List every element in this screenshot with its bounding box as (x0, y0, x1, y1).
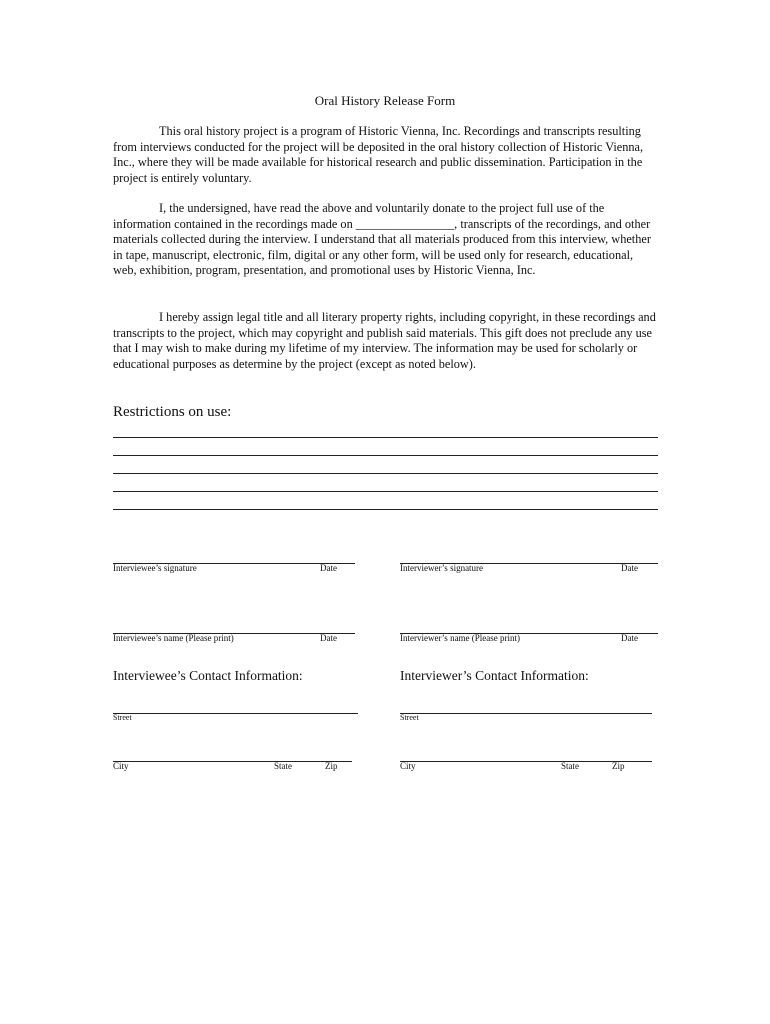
restriction-line-5[interactable] (113, 509, 658, 510)
restriction-line-2[interactable] (113, 455, 658, 456)
interviewer-zip-label: Zip (612, 761, 625, 771)
interviewee-name-date-label: Date (320, 633, 337, 643)
restriction-line-1[interactable] (113, 437, 658, 438)
interviewer-street-label: Street (400, 713, 419, 722)
interviewee-street-label: Street (113, 713, 132, 722)
interviewee-city-label: City (113, 761, 129, 771)
interviewer-signature-date-label: Date (621, 563, 638, 573)
restrictions-heading: Restrictions on use: (113, 404, 232, 420)
interviewer-signature-label: Interviewer’s signature (400, 563, 484, 573)
interviewee-signature-date-label: Date (320, 563, 337, 573)
intro-paragraph: This oral history project is a program of Historic Vienna, Inc. Recordings and transcripts resulting from interviews conducted for the project will be deposited in the oral history collection of Historic Vienna, Inc., where they will be made available for historical research and public dissemination. Participation in the project is entirely voluntary. (113, 124, 644, 185)
interviewee-signature-label: Interviewee’s signature (113, 563, 197, 573)
donation-paragraph: I, the undersigned, have read the above and voluntarily donate to the project full use of the information contained in the recordings made on ________________, transcripts of the recordings, and other materials collected during the interview. I understand that all materials produced from this interview, whether in tape, manuscript, electronic, film, digital or any other form, will be used only for research, educational, web, exhibition, program, presentation, and promotional uses by Historic Vienna, Inc. (113, 201, 651, 278)
interviewee-zip-label: Zip (325, 761, 338, 771)
interviewer-name-label: Interviewer’s name (Please print) (400, 633, 521, 643)
interviewer-city-label: City (400, 761, 416, 771)
form-title: Oral History Release Form (314, 93, 456, 108)
interviewee-contact-heading: Interviewee’s Contact Information: (113, 668, 303, 683)
restriction-line-3[interactable] (113, 473, 658, 474)
interviewee-street-line[interactable] (113, 713, 358, 714)
interviewer-street-line[interactable] (400, 713, 652, 714)
interviewer-name-date-label: Date (621, 633, 638, 643)
interviewer-state-label: State (561, 761, 579, 771)
restriction-line-4[interactable] (113, 491, 658, 492)
rights-paragraph: I hereby assign legal title and all literary property rights, including copyright, in these recordings and transcripts to the project, which may copyright and publish said materials. This gift does not preclude any use that I may wish to make during my lifetime of my interview. The information may be used for scholarly or educational purposes as determine by the project (except as noted below). (113, 310, 656, 371)
interviewee-name-label: Interviewee’s name (Please print) (113, 633, 234, 643)
interviewer-contact-heading: Interviewer’s Contact Information: (400, 668, 589, 683)
interviewee-state-label: State (274, 761, 292, 771)
interviewee-city-line[interactable] (113, 761, 352, 762)
